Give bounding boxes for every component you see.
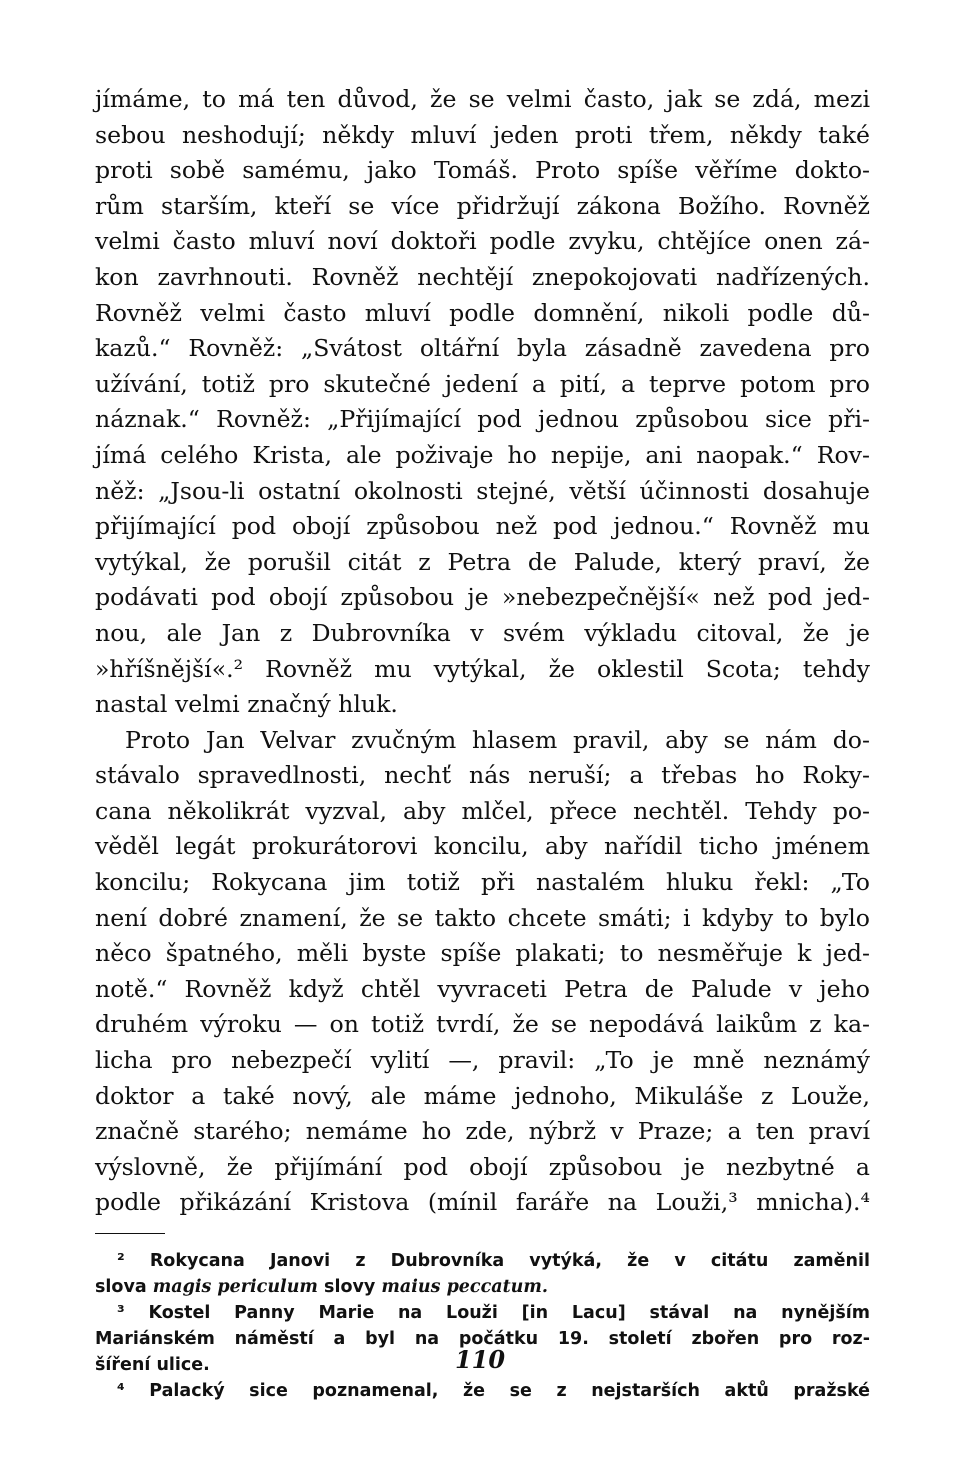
text-line: není dobré znamení, že se takto chcete smáti; i kdyby to bylo (95, 903, 870, 932)
footnotes (95, 1248, 870, 1404)
text-line: druhém výroku — on totiž tvrdí, že se nepodává laikům z ka- (95, 1010, 870, 1039)
text-line: doktor a také nový, ale máme jednoho, Mikuláše z Louže, (95, 1081, 870, 1110)
text-line: věděl legát prokurátorovi koncilu, aby nařídil ticho jménem (95, 832, 870, 861)
paragraph-1 (95, 82, 870, 723)
text-line: nou, ale Jan z Dubrovníka v svém výkladu citoval, že je (95, 618, 870, 647)
text-line: koncilu; Rokycana jim totiž při nastalém hluku řekl: „To (95, 868, 870, 897)
footnote-text: slovy (317, 1277, 382, 1297)
text-line: něco špatného, měli byste spíše plakati; to nesměřuje k jed- (95, 939, 870, 968)
text-line: jímáme, to má ten důvod, že se velmi často, jak se zdá, mezi (95, 85, 870, 113)
page-number: 110 (454, 1345, 506, 1374)
text-line: značně starého; nemáme ho zde, nýbrž v Praze; a ten praví (95, 1117, 870, 1146)
text-line: nastal velmi značný hluk. (95, 690, 398, 719)
text-line: »hříšnější«.² Rovněž mu vytýkal, že oklestil Scota; tehdy (95, 654, 870, 683)
text-line: Rovněž velmi často mluví podle domnění, nikoli podle dů- (95, 298, 870, 327)
text-line: něž: „Jsou-li ostatní okolnosti stejné, větší účinnosti dosahuje (95, 476, 870, 505)
footnote-separator (95, 1233, 165, 1234)
footnote-text: slova (95, 1277, 153, 1297)
text-line: užívání, totiž pro skutečné jedení a pití, a teprve potom pro (95, 369, 870, 398)
paragraph-2 (95, 723, 870, 1221)
footnote-3-line: Mariánském náměstí a byl na počátku 19. století zbořen pro roz- (95, 1329, 870, 1349)
text-line: přijímající pod obojí způsobou než pod jednou.“ Rovněž mu (95, 512, 870, 541)
text-line: podávati pod obojí způsobou je »nebezpečnější« než pod jed- (95, 583, 870, 612)
footnote-4-line: ⁴ Palacký sice poznamenal, že se z nejstarších aktů pražské (117, 1381, 870, 1401)
text-line: podle přikázání Kristova (mínil faráře na Louži,³ mnicha).⁴ (95, 1188, 870, 1217)
text-line: náznak.“ Rovněž: „Přijímající pod jednou způsobou sice při- (95, 405, 870, 434)
text-line: jímá celého Krista, ale poživaje ho nepije, ani naopak.“ Rov- (95, 440, 870, 469)
footnote-3-line: ³ Kostel Panny Marie na Louži [in Lacu] stával na nynějším (117, 1303, 870, 1323)
text-line: notě.“ Rovněž když chtěl vyvraceti Petra de Palude v jeho (95, 974, 870, 1003)
text-line: Proto Jan Velvar zvučným hlasem pravil, aby se nám do- (125, 725, 870, 754)
footnote-2-line (95, 1274, 870, 1300)
footnote-italic: maius peccatum. (381, 1277, 548, 1297)
text-line: stávalo spravedlnosti, nechť nás neruší; a třebas ho Roky- (95, 761, 870, 790)
footnote-3-line: šíření ulice. (95, 1355, 210, 1375)
text-line: cana několikrát vyzval, aby mlčel, přece nechtěl. Tehdy po- (95, 796, 870, 825)
footnote-italic: magis periculum (152, 1277, 318, 1297)
text-line: vytýkal, že porušil citát z Petra de Palude, který praví, že (95, 547, 870, 576)
text-line: licha pro nebezpečí vylití —, pravil: „To je mně neznámý (95, 1046, 870, 1075)
text-line: výslovně, že přijímání pod obojí způsobou je nezbytné a (95, 1152, 870, 1181)
text-line: proti sobě samému, jako Tomáš. Proto spíše věříme dokto- (95, 156, 870, 185)
page-text-block (95, 82, 870, 1404)
text-line: rům starším, kteří se více přidržují zákona Božího. Rovněž (95, 191, 870, 220)
text-line: kazů.“ Rovněž: „Svátost oltářní byla zásadně zavedena pro (95, 334, 870, 363)
footnote-2-line: ² Rokycana Janovi z Dubrovníka vytýká, že v citátu zaměnil (117, 1251, 870, 1271)
text-line: kon zavrhnouti. Rovněž nechtějí znepokojovati nadřízených. (95, 262, 870, 291)
text-line: velmi často mluví noví doktoři podle zvyku, chtějíce onen zá- (95, 227, 870, 256)
text-line: sebou neshodují; někdy mluví jeden proti třem, někdy také (95, 120, 870, 149)
